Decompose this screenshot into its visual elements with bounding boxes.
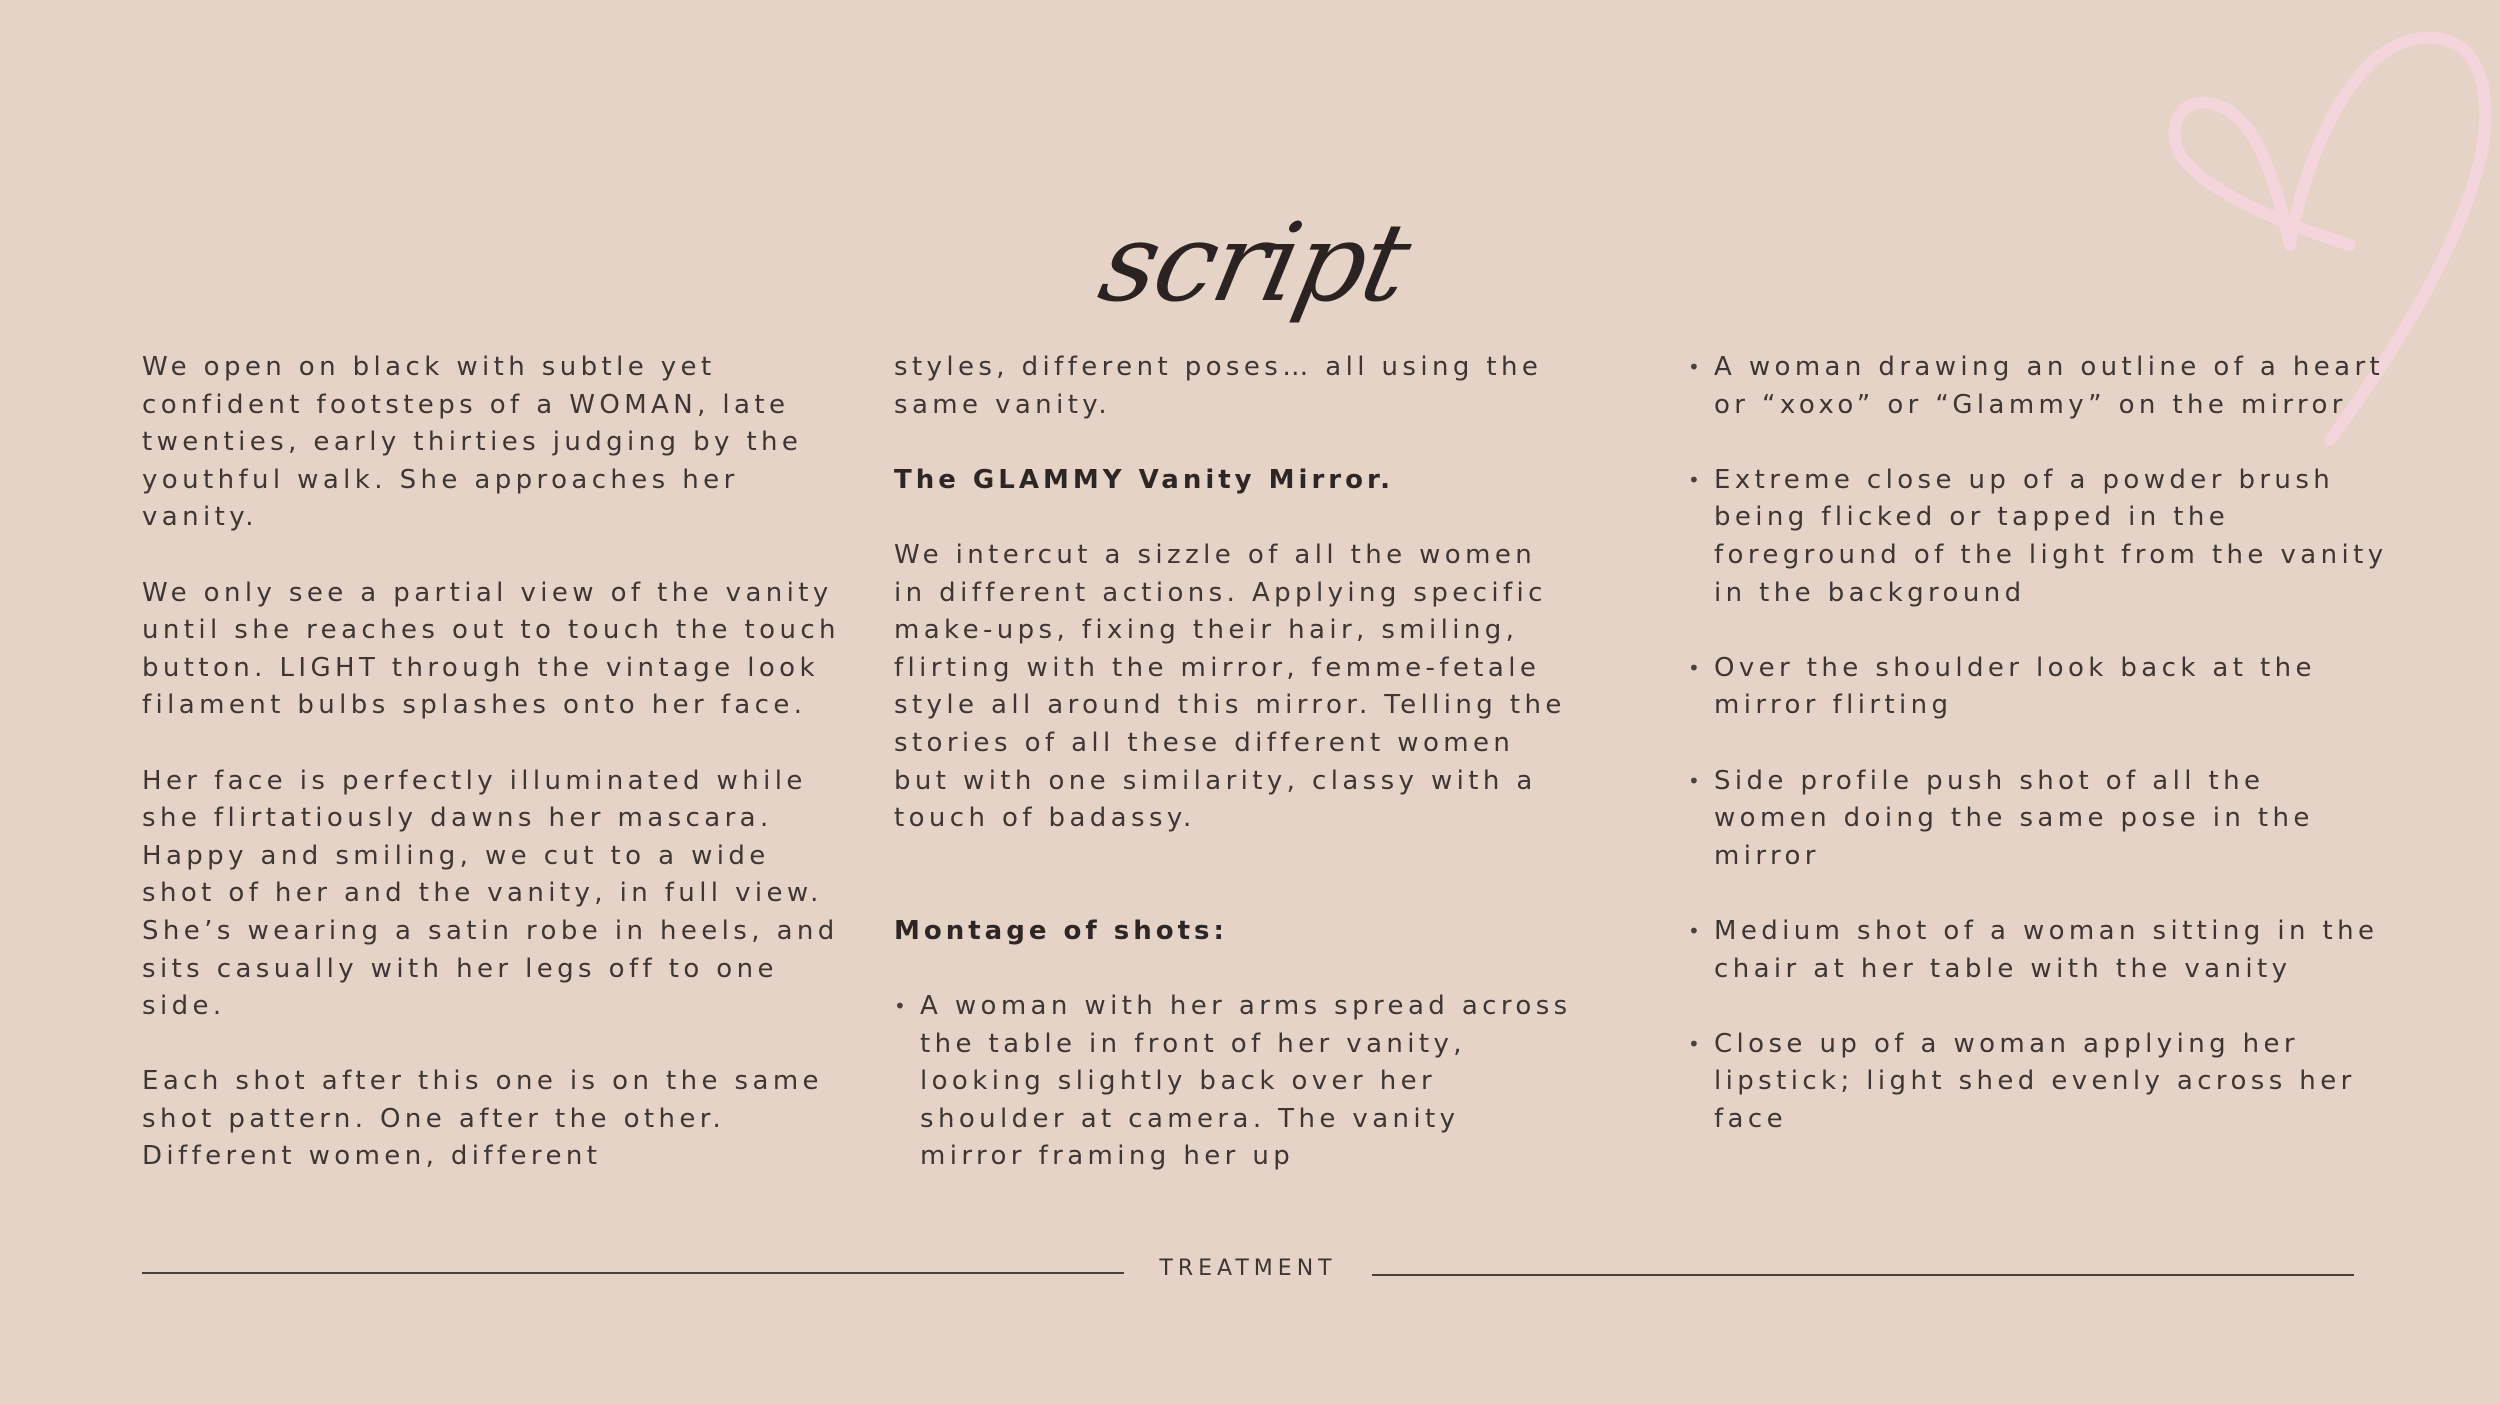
list-item: • A woman drawing an outline of a heart or “xoxo” or “Glammy” on the mirror <box>1688 349 2388 424</box>
footer-divider-right <box>1372 1274 2354 1276</box>
paragraph: We intercut a sizzle of all the women in different actions. Applying specific make-ups, fixing their hair, smiling, flirting with the mirror, femme-fetale style all around this mirror. Telling the stories of all these different women but with one similarity, classy with a touch of badassy. <box>894 539 1566 834</box>
script-column-3 <box>1688 349 2388 1176</box>
list-item: • Over the shoulder look back at the mirror flirting <box>1688 650 2388 725</box>
footer-divider-left <box>142 1272 1124 1274</box>
footer-label: TREATMENT <box>1159 1256 1337 1281</box>
paragraph: styles, different poses… all using the same vanity. <box>894 352 1543 420</box>
spacer <box>894 875 1574 913</box>
page-title-text: script <box>1089 200 1420 326</box>
shot-list <box>1688 349 2388 1138</box>
script-column-1 <box>142 349 842 1214</box>
paragraph: Each shot after this one is on the same shot pattern. One after the other. Different women, different <box>142 1066 823 1172</box>
list-item: • Close up of a woman applying her lipstick; light shed evenly across her face <box>1688 1026 2388 1139</box>
list-item: • Side profile push shot of all the women doing the same pose in the mirror <box>1688 763 2388 876</box>
section-heading: The GLAMMY Vanity Mirror. <box>894 464 1394 495</box>
paragraph: We open on black with subtle yet confident footsteps of a WOMAN, late twenties, early thirties judging by the youthful walk. She approaches her vanity. <box>142 352 803 533</box>
script-column-2 <box>894 349 1574 1214</box>
section-heading: Montage of shots: <box>894 915 1228 946</box>
list-item: • A woman with her arms spread across the table in front of her vanity, looking slightly back over her shoulder at camera. The vanity mirror framing her up <box>894 988 1574 1176</box>
paragraph: Her face is perfectly illuminated while she flirtatiously dawns her mascara. Happy and smiling, we cut to a wide shot of her and the vanity, in full view. She’s wearing a satin robe in heels, and sits casually with her legs off to one side. <box>142 765 839 1022</box>
list-item: • Extreme close up of a powder brush being flicked or tapped in the foreground of the light from the vanity in the background <box>1688 462 2388 612</box>
list-item: • Medium shot of a woman sitting in the chair at her table with the vanity <box>1688 913 2388 988</box>
page-title <box>1080 190 1420 365</box>
shot-list <box>894 988 1574 1176</box>
paragraph: We only see a partial view of the vanity until she reaches out to touch the touch button. LIGHT through the vintage look filament bulbs splashes onto her face. <box>142 577 840 721</box>
